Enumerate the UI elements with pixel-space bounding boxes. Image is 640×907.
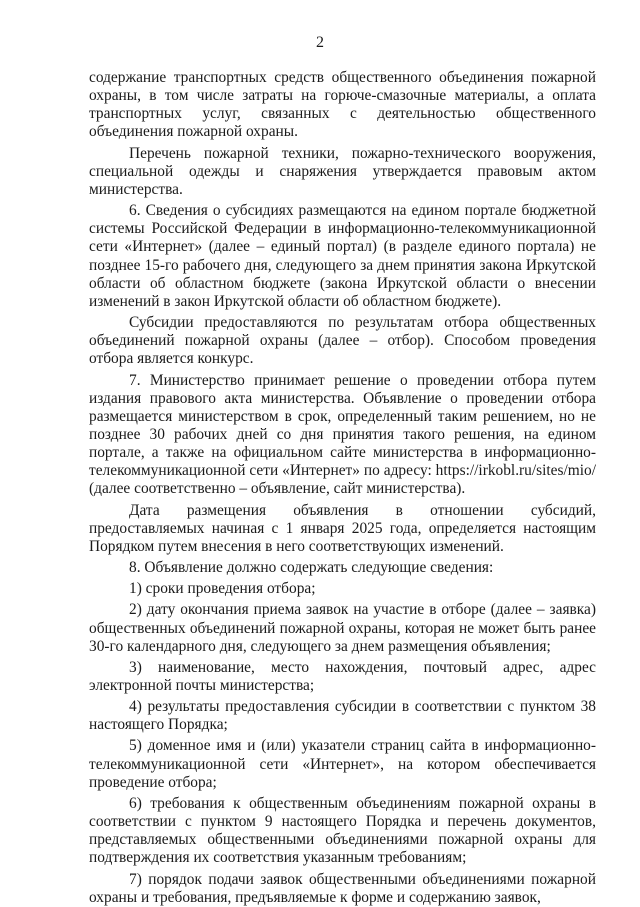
paragraph-announcement-date: Дата размещения объявления в отношении субсидий, предоставляемых начиная с 1 января 2025 года, определяется настоящим Порядком путем внесения в него соответствующих изменений. <box>89 501 596 555</box>
paragraph-equipment-list: Перечень пожарной техники, пожарно-технического вооружения, специальной одежды и снаряжения утверждается правовым актом министерства. <box>89 144 596 198</box>
list-item-5: 5) доменное имя и (или) указатели страниц сайта в информационно-телекоммуникационной сети «Интернет», на котором обеспечивается проведение отбора; <box>89 737 596 791</box>
list-item-2: 2) дату окончания приема заявок на участие в отборе (далее – заявка) общественных объединений пожарной охраны, которая не может быть ранее 30-го календарного дня, следующего за днем размещения объявления; <box>89 601 596 655</box>
list-item-4: 4) результаты предоставления субсидии в соответствии с пунктом 38 настоящего Порядка; <box>89 698 596 734</box>
list-item-1: 1) сроки проведения отбора; <box>129 580 316 598</box>
paragraph-item-6: 6. Сведения о субсидиях размещаются на едином портале бюджетной системы Российской Федерации в информационно-телекоммуникационной сети «Интернет» (далее – единый портал) (в разделе единого портала) не позднее 15-го рабочего дня, следующего за днем принятия закона Иркутской области об областном бюджете (закона Иркутской области о внесении изменений в закон Иркутской области об областном бюджете). <box>89 202 596 310</box>
list-item-6: 6) требования к общественным объединениям пожарной охраны в соответствии с пунктом 9 настоящего Порядка и перечень документов, представляемых общественными объединениями пожарной охраны для подтверждения их соответствия указанным требованиям; <box>89 794 596 867</box>
page-number: 2 <box>316 34 324 51</box>
document-body <box>89 69 596 907</box>
paragraph-item-8: 8. Объявление должно содержать следующие сведения: <box>129 559 494 577</box>
list-item-3: 3) наименование, место нахождения, почтовый адрес, адрес электронной почты министерства; <box>89 658 596 694</box>
paragraph-continuation: содержание транспортных средств общественного объединения пожарной охраны, в том числе затраты на горюче-смазочные материалы, а оплата транспортных услуг, связанных с деятельностью общественного объединения пожарной охраны. <box>89 69 596 141</box>
list-item-7: 7) порядок подачи заявок общественными объединениями пожарной охраны и требования, предъявляемые к форме и содержанию заявок, <box>89 870 596 906</box>
paragraph-subsidies-selection: Субсидии предоставляются по результатам отбора общественных объединений пожарной охраны (далее – отбор). Способом проведения отбора является конкурс. <box>89 314 596 368</box>
paragraph-item-7: 7. Министерство принимает решение о проведении отбора путем издания правового акта министерства. Объявление о проведении отбора размещается министерством в срок, определенный таким решением, но не позднее 30 рабочих дней со дня принятия такого решения, на едином портале, а также на официальном сайте министерства в информационно-телекоммуникационной сети «Интернет» по адресу: https://irkobl.ru/sites/mio/ (далее соответственно – объявление, сайт министерства). <box>89 371 596 498</box>
